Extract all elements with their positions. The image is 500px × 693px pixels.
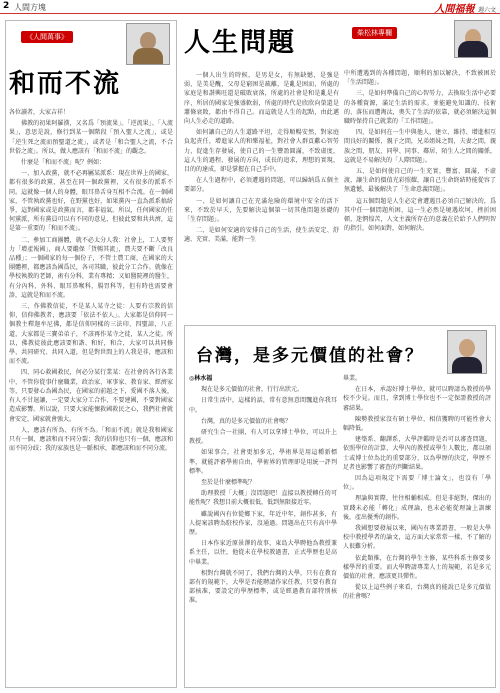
paragraph: 在人生過程中，必須遭遇的問題，可以歸納爲五個主要部分。	[184, 177, 339, 194]
paragraph: 畢業。	[343, 375, 362, 382]
paragraph: 現在是多元價值的社會，行行出狀元。	[201, 386, 304, 394]
paragraph: 人，應該有所為、有所不為。「和而不流」就是我和國家只有一個，應該和而不同分裂；我的信仰也只有一個，應該和而不同分歧；我的家族也是一脈相承，都應該和而不同分流。	[9, 426, 173, 453]
paragraph: 一、是如何讓自己在充滿危險的環境中安全的活下來，不致於早夭，先要解決這個第一切其他問題基礎的「生存問題」。	[184, 197, 339, 224]
paragraph: 助理教授「大概」沒問題吧！直接以教授轉任的可能性呢？我想目前大概很低，低到無限接近零。	[189, 490, 337, 507]
paragraph: 四、同心救國救民，何必分某行業某：在社會的各行各業中，不管你從事什麼職業，政治家、軍事家、教育家、經濟家等，只要發心為國為民，在國家的前題之下，愛國不落人後，有人不甘退讓，一定要大家分工合作，不要建國，不要對國家造成影響。所以說，只要大家能懷救國救民之心，我們社會就會安定，國家就會強大。	[9, 369, 173, 423]
portrait-torso	[452, 357, 482, 373]
page-header	[0, 0, 500, 14]
column-tag-left: 《人間萬事》	[21, 31, 73, 43]
bottom-left-column	[189, 374, 337, 682]
article-body-bottom-left	[189, 374, 337, 606]
paragraph: 如果事合，社會更加多元，學術界是用這種新標準，就能評審學術自由，學術界的管理卻是用統一評判標準。	[189, 449, 337, 475]
article-title-bottom: 台灣，是多元價值的社會？	[196, 346, 424, 366]
paragraph: 雖說國內有位從鄉下家，年近中年，創作甚多，有人提案該聘為駐校作家，沒通過。問題出在只有高中學歷。	[189, 510, 337, 537]
paragraph: 我國想要發展以來，國內有專業證書，一般是大學校中教授學者的論文，這方面大家常常一樣，不了解的人很難分析。	[343, 525, 491, 551]
right-article	[344, 20, 496, 320]
paragraph: 建築系、翻譯系，大學評鑑時是否可以審查問題，依照學位的計算，大學內的教授或學生人數比，都以碩士或博士位為比的重要部分，以為學歷的決定，學歷不足者也影響了審查的判斷結果。	[343, 436, 491, 471]
paragraph: 理論與實際，往往相輔相成。但是非絕對，傑出的實踐未必能「轉化」成理論，也未必能從理論上訓練後，產出優秀的創作。	[343, 495, 491, 521]
paragraph: 二、參加工商團體，就不必太分人我：社會上，工人要努力「增產報國」，商人要繼保「貨暢其流」，農夫要不斷「改良品種」；一個國家的每一個份子，不管士農工商，在國家的大團體裡，都應該為國爲民，各司其職，彼此分工合作。就像在學校執教的老師，術有分科，業有專精；又如醫院裡的醫生，有分內科、外科、眼耳鼻喉科，腸胃科等，但有時也需要會診，這就是和而不流。	[9, 236, 173, 299]
paragraph: 二、是如何安適的安排自己的生活，使生活安定、舒適、充實、美滿，能對一生	[184, 227, 339, 244]
paragraph: 相對台灣就不同了，我們台灣的大學，只有在教育部有的規範下，大學是否能聘請作家任教，只要有教育部核准，要設定的學歷標準，或是經過教育部特別核准。	[189, 569, 337, 605]
author-portrait-bottom	[447, 330, 487, 374]
paragraph: 一個人出生的時候，是男是女，有無缺憾，是強是弱，是美是醜，父母是窮困是疏離，是亂是困而，所處的家庭是和諧興旺還是破敗衰落，所處的社會是和是亂是有序，所居的國家是強盛軟弱，所處的時代是欣欣向榮還是蕭條衰敗，都由不得自己。而這就是人生的起點，由此邁向人生必走的道路。	[184, 72, 339, 126]
author-portrait-right	[454, 20, 492, 58]
paragraph: 如何讓自己的人生道路平坦，走得順暢安然，對家庭負起責任，增進家人的和樂福祉，對社會人群貢獻心智勞力，促進生存發展，使自己的一生豐盈圓滿，不致虛度，這人生的過程，發展的方向，成長的追求，理想的實現，目的的達成，卻是掌握在自己手中。	[184, 129, 339, 174]
masthead-subtitle: 週六文	[477, 7, 496, 14]
article-title-left: 和而不流	[9, 69, 122, 99]
portrait-face	[459, 339, 475, 357]
paragraph: 陳勢教授家沒有碩士學位，相信獲聘的可能性會大幅降低。	[343, 415, 491, 433]
paragraph: 一、加入政黨，就不必再屬某派系：現在世界上的國家，都有很多的政黨，甚至在同一個政黨裡，又有很多的派系不同。這就像一個人的身體，眼耳鼻舌身互相不合流。在一個國家，不管執政黨也好，在野黨也好，如果黨內一直為派系搞紛爭，這對國家或是政黨而言，都非福氣。所以，任何國家的任何黨派，所有黨員可以有不同的意見，但彼此要和共共濟，這是第一重要的「和而不流」。	[9, 170, 173, 233]
paragraph: 至於是什麼標準呢？	[201, 479, 256, 487]
author-portrait-left	[126, 23, 170, 65]
bottom-article	[184, 325, 496, 688]
middle-article	[184, 20, 339, 320]
column-tag-right: 柴松林專欄	[352, 27, 397, 39]
paragraph: 這五個問題是人生必定會遭遇且必須自己解決的，爲其中任一個問題所困，這一生必然是境遇坎坷，挫折困頓，迷惘惶苦，人文主義所存在的意義在於給予人們明智的指引，如何面對，如何解決。	[344, 197, 496, 233]
portrait-torso	[458, 41, 488, 57]
paragraph: 中所遭遇到的各種問題，順利的加以解決，不致被困於「生活問題」。	[344, 70, 496, 87]
paragraph: 佛教的初果阿羅漢，又名爲「預流果」。「逆流果」、「入流果」，意思是說，修行到某一個階段「預入聖人之流」，或是「逆生死之流而預聖道之流」，或者是「和合聖人之流，不合世俗之流」。所以，做人應該有「和而不流」的觀念。	[9, 120, 173, 155]
paragraph: 日本作家近原景澤的故事，東島大學聘他為教授兼系主任，以往，他從未在學校教過書，正式學歷也是高中畢業。	[189, 540, 337, 566]
article-body-right	[344, 69, 496, 233]
masthead-title: 人間福報	[434, 4, 475, 15]
portrait-torso	[133, 48, 163, 64]
article-title-middle: 人生問題	[184, 28, 297, 58]
section-name: 人間方塊	[14, 3, 46, 12]
paragraph: 在日本，承認好博士學位，就可以聘請為教授的學校不少見。而且，拿到博士學位也不一定保證教授的評審結果。	[343, 386, 491, 412]
paragraph: 各位讀者，大家吉祥！	[9, 109, 70, 116]
paragraph: 從以上這些例子來看，台灣真的能說已是多元價值的社會嗎？	[343, 584, 491, 601]
left-article	[5, 20, 177, 688]
article-body-middle	[184, 71, 339, 245]
bottom-right-column	[343, 374, 491, 682]
paragraph: 因為這項規定下需要「博士論文」，也沒有「學位」。	[343, 475, 491, 492]
paragraph: 五、是如何使自己的一生充實，豐富、圓滿，不虛渡，讓生命的價值光彩照耀，讓自己生命終結時能從容了無遺憾，最後解決了「生命意義問題」。	[344, 168, 496, 194]
page-number: 2	[3, 1, 10, 11]
article-body-bottom-right	[343, 374, 491, 602]
paragraph: 三、作佛教信徒，不是某人某寺之徒：人要有宗教的信仰，信仰佛教者，應該要「依法不依人」。大家都是信仰同一個教主釋迦牟尼佛，都是信仰同樣的三法印、四聖諦，八正道，大家都是三寶弟弟子，不該再作某寺之徒，某人之徒。所以，佛教徒彼此應該要和諧、和好，和合，大家可以共同修學、共同研究、共同入道，但是對世間上的人我是非，應該和而不流。	[9, 303, 173, 366]
byline: ◎林水福	[189, 375, 213, 382]
paragraph: 什麼是「和而不流」呢？例如：	[21, 159, 106, 167]
article-body-left	[9, 108, 173, 453]
paragraph: 研究生合一社團，有人可以拿博士學位，可以升上教授。	[189, 429, 337, 446]
paragraph: 日常生活中，這樣的話，常有意無意間飄進你我耳中。	[189, 397, 337, 414]
paragraph: 三、是如何準備自己的心智勞力，去換取生活中必要的各種資源，滿足生活的需求。並能避免知識的、技術的、落伍而遭淘汰，奧失了生活的依靠，就必須解決這個職時保持自己就業的「工作問題」。	[344, 90, 496, 126]
paragraph: 四、是如何在一生中與他人，建立、維持、增進相互間良好的關係，親子之間，兄弟姐妹之間，夫妻之間，親族之間，朋友、同學、同事、鄰居、陌生人之間的關係，這就是不易解決的「人際問題」。	[344, 129, 496, 164]
masthead-logo	[435, 0, 497, 15]
paragraph: 依此類推，在台灣的學生主修，某些科系主修要多樣學習的重要。而大學聘請專業人士的規範，若是多元價值的社會，應該更具彈性。	[343, 554, 491, 581]
paragraph: 台灣，真的是多元價值的社會嗎？	[201, 417, 292, 425]
